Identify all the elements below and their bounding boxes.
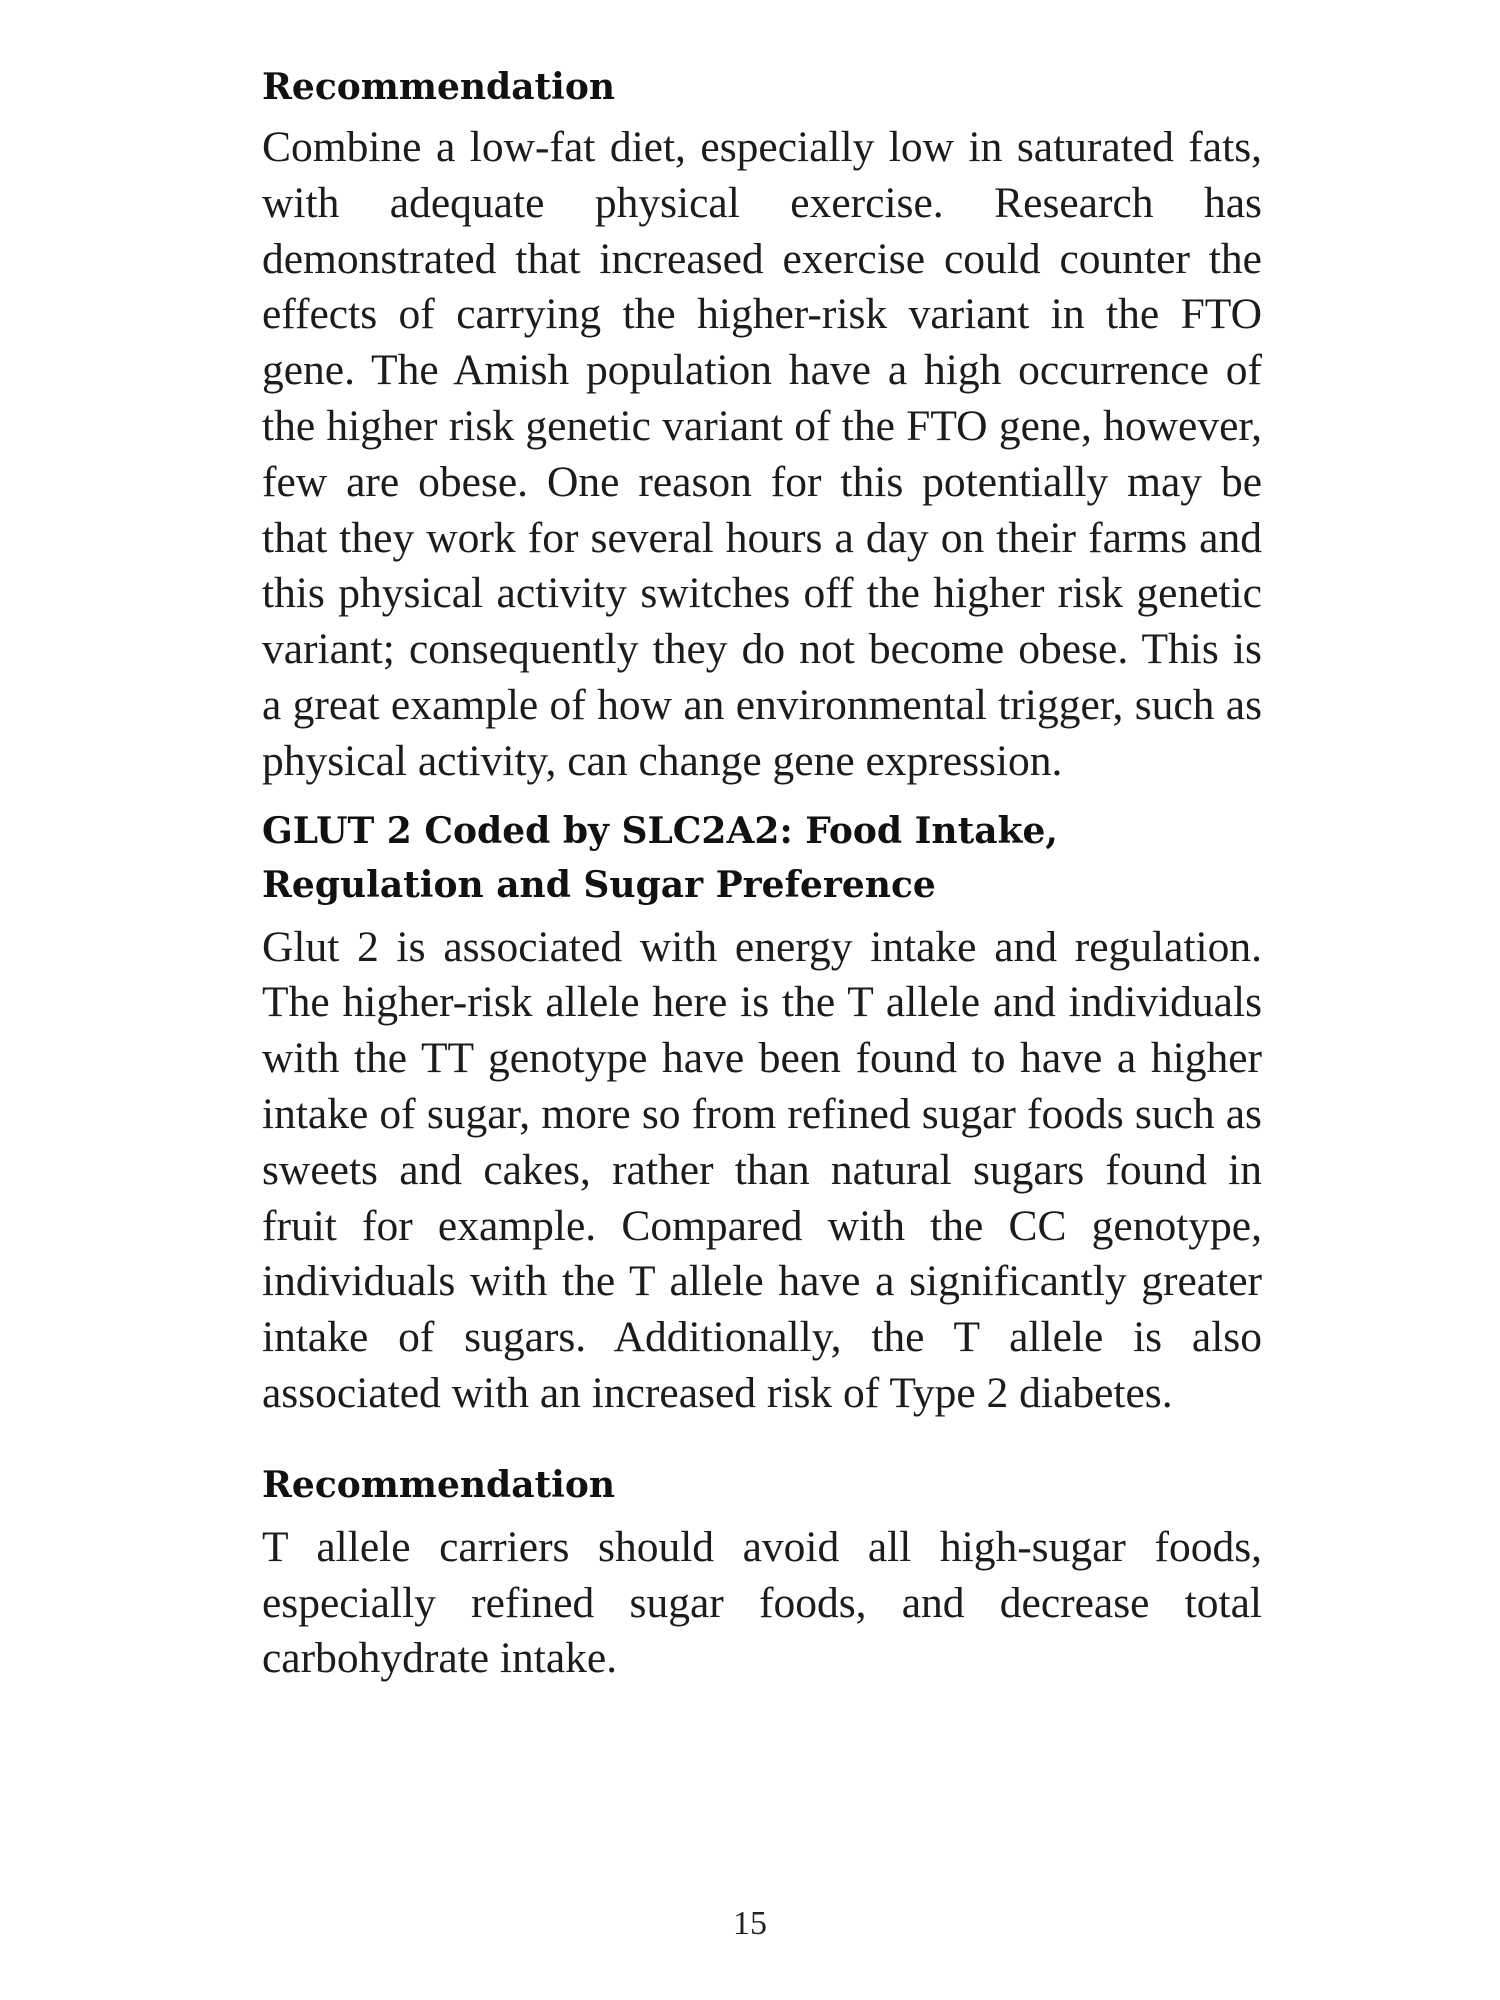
section-paragraph-recommendation-2: T allele carriers should avoid all high-sugar foods, especially refined sugar foods, and decrease total carbohydrate intake. — [262, 1522, 1262, 1683]
section-heading-recommendation-2: Recommendation — [262, 1463, 616, 1506]
page-content — [262, 60, 1262, 1687]
section-heading-recommendation: Recommendation — [262, 66, 616, 108]
heading-line-2: Regulation and Sugar Preference — [262, 863, 936, 906]
section-heading-glut2 — [262, 804, 1262, 912]
page-number: 15 — [733, 1905, 767, 1942]
section-paragraph-fto: Combine a low-fat diet, especially low in saturated fats, with adequate physical exercise. Research has demonstrated that increased exercise could counter the effects of carrying the higher-risk variant in the FTO gene. The Amish population have a high occurrence of the higher risk genetic variant of the FTO gene, however, few are obese. One reason for this potentially may be that they work for several hours a day on their farms and this physical activity switches off the higher risk genetic variant; consequently they do not become obese. This is a great example of how an environmental trigger, such as physical activity, can change gene expression. — [262, 123, 1262, 785]
section-paragraph-glut2: Glut 2 is associated with energy intake and regulation. The higher-risk allele here is the T allele and individuals with the TT genotype have been found to have a higher intake of sugar, more so from refined sugar foods such as sweets and cakes, rather than natural sugars found in fruit for example. Compared with the CC genotype, individuals with the T allele have a significantly greater intake of sugars. Additionally, the T allele is also associated with an increased risk of Type 2 diabetes. — [262, 922, 1262, 1417]
heading-line-1: GLUT 2 Coded by SLC2A2: Food Intake, — [262, 809, 1058, 852]
